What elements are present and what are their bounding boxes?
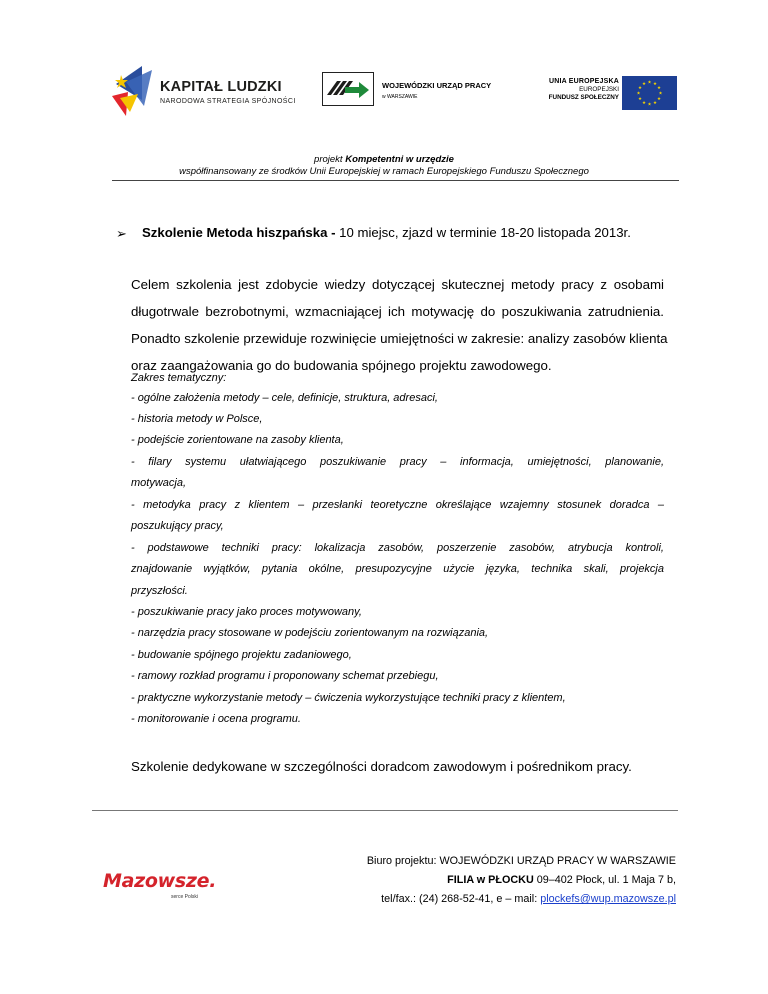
eu-star-icon: ★ [657,85,662,91]
mazowsze-tagline: serce Polski [171,894,198,900]
eu-line-2: EUROPEJSKI [579,86,619,93]
project-prefix: projekt [314,154,343,165]
topic-item: - metodyka pracy z klientem – przesłanki teoretyczne określające wzajemny stosunek doradca – [131,499,664,511]
intro-line: Ponadto szkolenie przewiduje rozwinięcie umiejętności w zakresie: analizy zasobów klienta [131,331,668,346]
topic-item: motywacja, [131,477,187,489]
closing-sentence: Szkolenie dedykowane w szczególności doradcom zawodowym i pośrednikom pracy. [131,759,632,774]
topic-item: - podejście zorientowane na zasoby klienta, [131,434,344,446]
eu-line-3: FUNDUSZ SPOŁECZNY [548,94,619,101]
office-line: Biuro projektu: WOJEWÓDZKI URZĄD PRACY W WARSZAWIE [366,855,676,867]
email-link[interactable]: plockefs@wup.mazowsze.pl [540,893,676,905]
training-heading [142,225,631,240]
training-title: Szkolenie Metoda hiszpańska - [142,225,336,240]
eu-star-icon: ★ [637,85,642,91]
topic-item: - ramowy rozkład programu i proponowany schemat przebiegu, [131,670,439,682]
kapital-ludzki-title: KAPITAŁ LUDZKI [160,79,282,95]
wup-subtitle: w WARSZAWIE [382,94,418,100]
topic-item: przyszłości. [131,585,188,597]
topic-item: - budowanie spójnego projektu zadaniowego, [131,649,352,661]
eu-star-icon: ★ [641,100,647,106]
branch-name: FILIA w PŁOCKU [447,874,534,886]
topic-item: - ogólne założenia metody – cele, definicje, struktura, adresaci, [131,392,438,404]
kapital-ludzki-logo [112,66,296,116]
topic-item: - praktyczne wykorzystanie metody – ćwiczenia wykorzystujące techniki pracy z klientem, [131,692,566,704]
topic-item: - filary systemu ułatwiającego poszukiwanie pracy – informacja, umiejętności, planowanie, [131,456,664,468]
topic-item: - monitorowanie i ocena programu. [131,713,301,725]
wup-emblem-icon [322,72,374,106]
kapital-ludzki-subtitle: NARODOWA STRATEGIA SPÓJNOŚCI [160,98,296,105]
topics-label: Zakres tematyczny: [131,372,227,384]
mazowsze-logo [103,870,217,910]
topic-item: - poszukiwanie pracy jako proces motywowany, [131,606,362,618]
eu-star-icon: ★ [658,90,663,96]
topic-item: - podstawowe techniki pracy: lokalizacja zasobów, poszerzenie zasobów, atrybucja kontroli, [131,542,664,554]
kapital-ludzki-emblem-icon [112,66,156,116]
wup-logo [322,72,492,108]
cofinancing-line: współfinansowany ze środków Unii Europejskiej w ramach Europejskiego Funduszu Społecznego [179,166,589,177]
eu-line-1: UNIA EUROPEJSKA [548,78,619,85]
eu-logo [541,76,677,110]
header-divider [112,180,679,181]
arrow-bullet-icon: ➢ [116,226,127,241]
project-line [0,154,768,165]
eu-star-icon: ★ [647,79,652,85]
mazowsze-wordmark: Mazowsze. [103,870,217,892]
contact-line [367,890,676,909]
project-office-info [367,852,676,909]
eu-star-icon: ★ [636,90,641,96]
topic-item: - historia metody w Polsce, [131,413,263,425]
topic-item: znajdowanie wyjątków, pytania okólne, presupozycyjne użycie języka, technika skali, projekcja [131,563,664,575]
eu-star-icon: ★ [652,81,658,87]
eu-star-icon: ★ [647,101,652,107]
intro-line: oraz zaangażowania go do budowania spójnego projektu zawodowego. [131,358,552,373]
intro-line: Celem szkolenia jest zdobycie wiedzy dotyczącej skutecznej metody pracy z osobami [131,277,664,292]
eu-star-icon: ★ [637,96,642,102]
branch-address: 09–402 Płock, ul. 1 Maja 7 b, [533,874,676,886]
training-details: 10 miejsc, zjazd w terminie 18-20 listopada 2013r. [335,225,631,240]
project-name: Kompetentni w urzędzie [345,154,454,165]
intro-paragraph [131,271,668,379]
eu-star-icon: ★ [641,81,647,87]
eu-star-icon: ★ [652,100,658,106]
eu-star-icon: ★ [657,96,662,102]
topic-item: - narzędzia pracy stosowane w podejściu zorientowanym na rozwiązania, [131,627,489,639]
footer-divider [92,810,678,811]
intro-line: długotrwale bezrobotnymi, wzmacniającej ich motywację do poszukiwania zatrudnienia. [131,304,664,319]
branch-line [367,871,676,890]
contact-prefix: tel/fax.: (24) 268-52-41, e – mail: [381,893,541,905]
eu-flag-icon [622,76,677,110]
wup-title: WOJEWÓDZKI URZĄD PRACY [382,81,492,90]
topic-item: poszukujący pracy, [131,520,224,532]
